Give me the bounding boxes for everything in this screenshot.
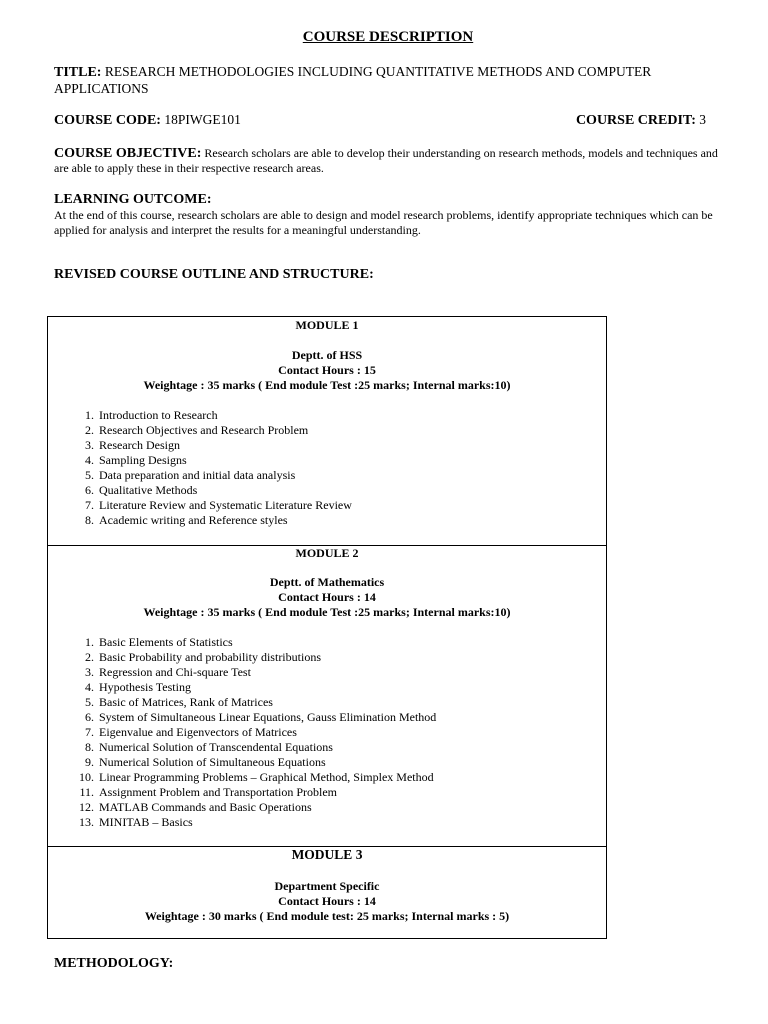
course-code-label: COURSE CODE: <box>54 113 161 128</box>
module-2-cell <box>48 546 606 847</box>
course-credit-value: 3 <box>699 112 706 127</box>
list-item: 4. Hypothesis Testing <box>85 680 191 694</box>
list-item: 12. MATLAB Commands and Basic Operations <box>79 800 312 814</box>
list-item: 8. Academic writing and Reference styles <box>85 513 288 527</box>
module-1-dept: Deptt. of HSS <box>291 348 363 362</box>
course-objective-block <box>54 146 726 176</box>
module-3-hours: Contact Hours : 14 <box>278 894 376 908</box>
list-item: 4. Sampling Designs <box>85 453 187 467</box>
module-3-info <box>48 879 606 924</box>
course-objective-text: Research scholars are able to develop their understanding on research methods, models and techniques and are able to apply these in their respective research areas. <box>54 146 718 175</box>
course-code-value: 18PIWGE101 <box>164 112 241 127</box>
course-title-block <box>54 64 714 97</box>
methodology-heading: METHODOLOGY: <box>54 956 174 971</box>
learning-outcome-text: At the end of this course, research scholars are able to design and model research problems, identify appropriate techniques which can be applied for analysis and interpret the results for a meaningful understanding. <box>54 208 713 237</box>
module-2-dept: Deptt. of Mathematics <box>269 575 385 589</box>
list-item: 9. Numerical Solution of Simultaneous Equations <box>85 755 326 769</box>
module-1-cell <box>48 317 606 546</box>
list-item: 11. Assignment Problem and Transportation Problem <box>79 785 337 799</box>
list-item: 6. Qualitative Methods <box>85 483 198 497</box>
course-code-block <box>54 112 241 127</box>
course-credit-label: COURSE CREDIT: <box>575 113 696 128</box>
list-item: 5. Data preparation and initial data analysis <box>85 468 296 482</box>
module-3-weightage: Weightage : 30 marks ( End module test: 25 marks; Internal marks : 5) <box>144 909 510 923</box>
module-2-weightage: Weightage : 35 marks ( End module Test :25 marks; Internal marks:10) <box>143 605 511 619</box>
learning-outcome-label: LEARNING OUTCOME: <box>54 192 212 207</box>
document-title: COURSE DESCRIPTION <box>302 29 474 45</box>
course-objective-label: COURSE OBJECTIVE: <box>54 146 202 161</box>
list-item: 5. Basic of Matrices, Rank of Matrices <box>85 695 273 709</box>
module-2-hours: Contact Hours : 14 <box>278 590 376 604</box>
module-3-dept: Department Specific <box>274 879 380 893</box>
course-modules-table <box>47 316 607 939</box>
module-2-topic-list <box>48 635 436 830</box>
module-1-title: MODULE 1 <box>295 318 359 332</box>
list-item: 10. Linear Programming Problems – Graphical Method, Simplex Method <box>79 770 434 784</box>
module-3-cell <box>48 847 606 938</box>
course-outline-heading: REVISED COURSE OUTLINE AND STRUCTURE: <box>54 267 374 282</box>
list-item: 6. System of Simultaneous Linear Equations, Gauss Elimination Method <box>85 710 437 724</box>
course-title-label: TITLE: <box>54 65 102 80</box>
list-item: 2. Research Objectives and Research Problem <box>85 423 309 437</box>
list-item: 7. Literature Review and Systematic Literature Review <box>85 498 352 512</box>
module-1-hours: Contact Hours : 15 <box>278 363 376 377</box>
course-credit-block <box>576 112 706 129</box>
module-3-title: MODULE 3 <box>291 847 363 862</box>
list-item: 1. Basic Elements of Statistics <box>85 635 233 649</box>
list-item: 8. Numerical Solution of Transcendental Equations <box>85 740 333 754</box>
module-2-title: MODULE 2 <box>295 546 359 560</box>
module-1-topic-list <box>48 408 352 528</box>
list-item: 1. Introduction to Research <box>85 408 218 422</box>
list-item: 3. Research Design <box>85 438 180 452</box>
course-code-row <box>54 112 706 129</box>
module-2-info <box>48 575 606 620</box>
list-item: 7. Eigenvalue and Eigenvectors of Matrices <box>85 725 297 739</box>
course-title-value: RESEARCH METHODOLOGIES INCLUDING QUANTITATIVE METHODS AND COMPUTER APPLICATIONS <box>54 64 652 96</box>
module-1-info <box>48 348 606 393</box>
list-item: 3. Regression and Chi-square Test <box>85 665 251 679</box>
list-item: 13. MINITAB – Basics <box>79 815 193 829</box>
module-1-weightage: Weightage : 35 marks ( End module Test :25 marks; Internal marks:10) <box>143 378 511 392</box>
list-item: 2. Basic Probability and probability distributions <box>85 650 321 664</box>
